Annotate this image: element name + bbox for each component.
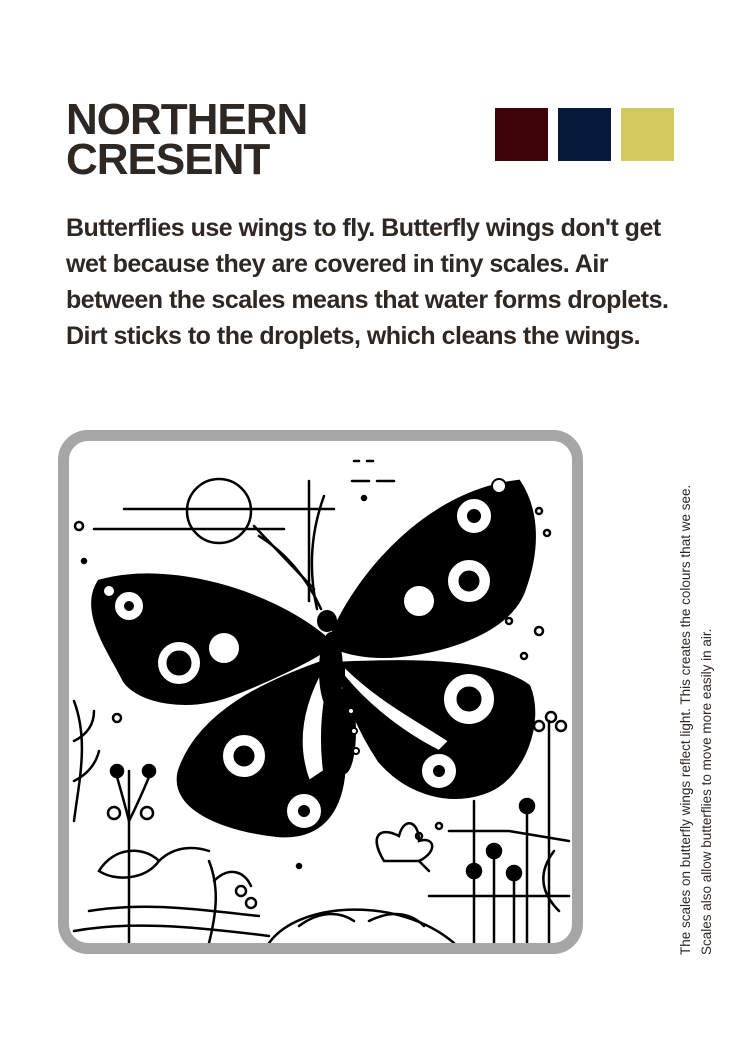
butterfly-illustration-frame: [58, 430, 583, 954]
description-text: Butterflies use wings to fly. Butterfly wings don't get wet because they are covered in tiny scales. Air between the scales means that water forms droplets. Dirt sticks to the droplets, which cleans the wings.: [66, 214, 669, 350]
swatch-dark-maroon: [495, 108, 548, 161]
title-line-1: NORTHERN: [66, 95, 308, 144]
swatch-navy: [558, 108, 611, 161]
color-palette: [495, 108, 674, 161]
page-title: [66, 95, 386, 184]
sun-circle: [187, 479, 251, 543]
side-note: [675, 435, 717, 955]
title-line-2: CRESENT: [66, 135, 270, 184]
side-note-line-2: Scales also allow butterflies to move more easily in air.: [699, 628, 714, 955]
butterfly-illustration: [69, 441, 572, 943]
swatch-olive-yellow: [621, 108, 674, 161]
side-note-line-1: The scales on butterfly wings reflect light. This creates the colours that we see.: [678, 484, 693, 955]
